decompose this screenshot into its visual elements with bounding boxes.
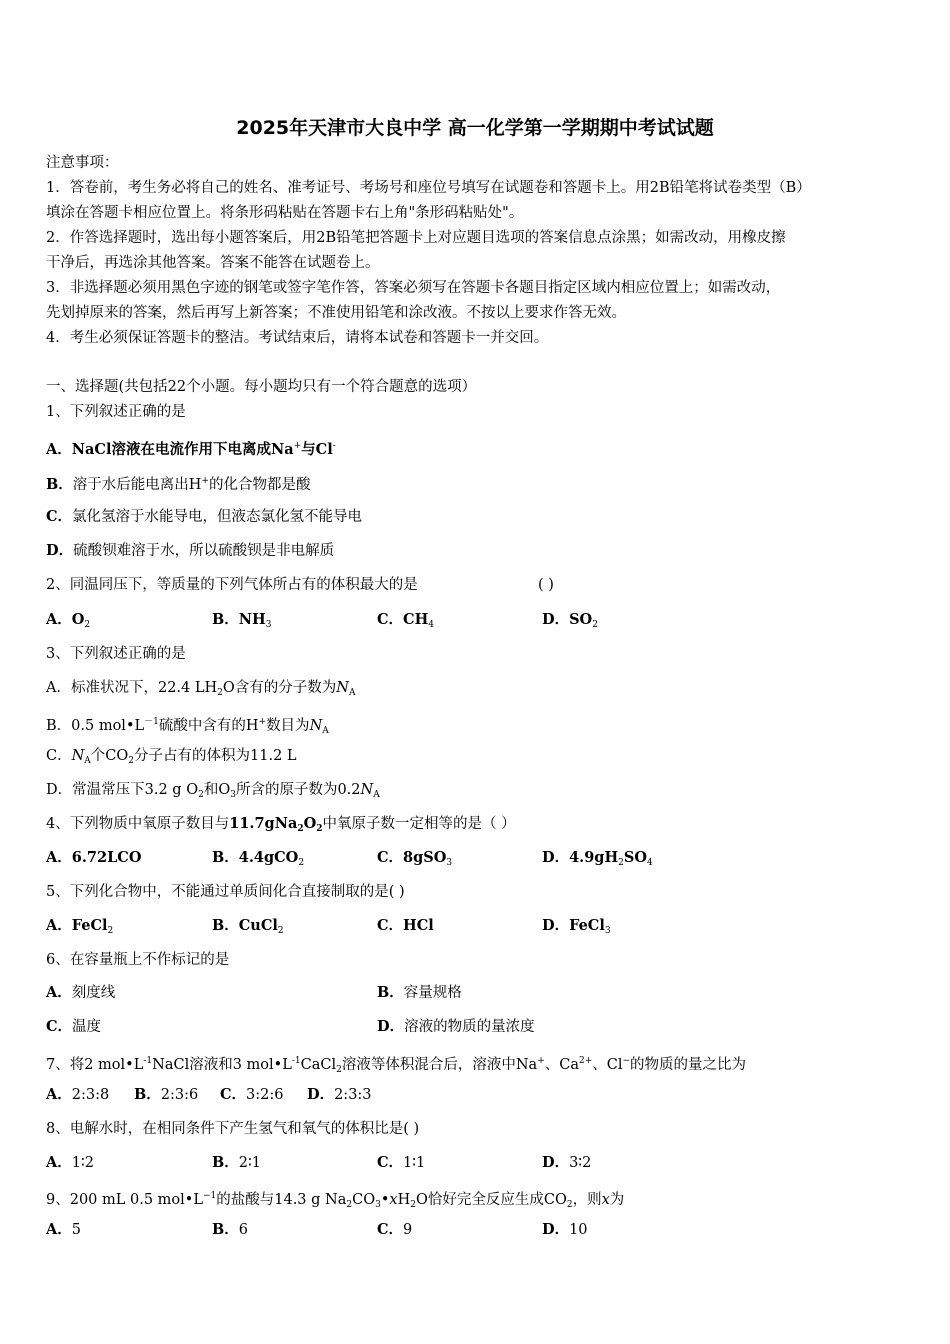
option-b: B．CuCl$_2$: [212, 917, 284, 936]
option-b: B．$NH_3$: [212, 611, 272, 630]
exam-title: 2025年天津市大良中学 高一化学第一学期期中考试试题: [236, 117, 714, 139]
notice-line: 2．作答选择题时，选出每小题答案后，用2B铅笔把答题卡上对应题目选项的答案信息点涂黑；如需改动，用橡皮擦: [46, 230, 786, 246]
option-a: A．6.72LCO: [46, 849, 142, 866]
option-c: C．HCl: [377, 917, 434, 934]
notice-line: 4．考生必须保证答题卡的整洁。考试结束后，请将本试卷和答题卡一并交回。: [46, 330, 549, 346]
option-c: C．3:2:6: [220, 1086, 284, 1103]
option-d: D．常温常压下3.2 g $O_2$和$O_3$所含的原子数为$0.2N_A$: [46, 782, 380, 800]
notice-line: 填涂在答题卡相应位置上。将条形码粘贴在答题卡右上角"条形码粘贴处"。: [46, 205, 524, 221]
option-d: D．2:3:3: [307, 1086, 372, 1103]
notice-line: 3．非选择题必须用黑色字迹的钢笔或签字笔作答，答案必须写在答题卡各题目指定区域内相应位置上；如需改动，: [46, 280, 781, 296]
option-b: B．0.5 $mol•L^{-1}$硫酸中含有的H+数目为$N_A$: [46, 717, 329, 736]
option-c: C．1∶1: [377, 1154, 426, 1171]
option-c: C．$CH_4$: [377, 611, 435, 630]
question-stem: 4、下列物质中氧原子数目与$11.7gNa_2O_2$中氧原子数一定相等的是（ ）: [46, 815, 516, 834]
option-c: C．$N_A$个$CO_2$分子占有的体积为11.2 L: [46, 748, 297, 766]
option-d: D．FeCl$_3$: [542, 917, 611, 936]
notice-line: 1．答卷前，考生务必将自己的姓名、准考证号、考场号和座位号填写在试题卷和答题卡上。用2B铅笔将试卷类型（B）: [46, 180, 811, 196]
option-d: D．3∶2: [542, 1154, 592, 1171]
option-b: B．2:3:6: [134, 1086, 199, 1103]
option-a: A．标准状况下，22.4 $LH_2O$含有的分子数为$N_A$: [46, 680, 356, 698]
option-a: A．刻度线: [46, 984, 116, 1001]
option-d: D．$4.9gH_2SO_4$: [542, 849, 653, 868]
option-c: C．温度: [46, 1018, 102, 1035]
question-stem: 3、下列叙述正确的是: [46, 646, 186, 662]
option-c: C．8gSO$_3$: [377, 849, 453, 868]
option-a: A．$O_2$: [46, 611, 91, 630]
section-heading: 一、选择题(共包括22个小题。每小题均只有一个符合题意的选项）: [46, 379, 477, 395]
option-b: B．4.4gCO$_2$: [212, 849, 305, 868]
option-a: A．FeCl$_2$: [46, 917, 114, 936]
option-d: D．硫酸钡难溶于水，所以硫酸钡是非电解质: [46, 542, 335, 559]
option-c: C．9: [377, 1221, 413, 1238]
option-d: D．10: [542, 1221, 588, 1238]
option-a: A．NaCl溶液在电流作用下电离成Na+与Cl-: [46, 441, 336, 458]
option-c: C．氯化氢溶于水能导电，但液态氯化氢不能导电: [46, 508, 363, 525]
notice-line: 干净后，再选涂其他答案。答案不能答在试题卷上。: [46, 255, 380, 271]
question-stem: 7、将2 $mol•L^{-1}NaCl$溶液和3 $mol•L^{-1}CaCl_2$溶液等体积混合后，溶液中Na+、$Ca^{2+}$、Cl−的物质的量之比为: [46, 1056, 747, 1075]
option-a: A．2:3:8: [46, 1086, 110, 1103]
question-stem: 2、同温同压下，等质量的下列气体所占有的体积最大的是: [46, 577, 418, 593]
notice-line: 先划掉原来的答案，然后再写上新答案；不准使用铅笔和涂改液。不按以上要求作答无效。: [46, 305, 626, 321]
option-a: A．5: [46, 1221, 81, 1238]
option-b: B．6: [212, 1221, 248, 1238]
option-d: D．溶液的物质的量浓度: [377, 1018, 535, 1035]
question-stem: 5、下列化合物中，不能通过单质间化合直接制取的是( ): [46, 884, 405, 900]
question-stem: 9、200 mL 0.5 $mol•L^{-1}$的盐酸与14.3 g $Na_2CO_3•xH_2O$恰好完全反应生成$CO_2$，则x为: [46, 1191, 625, 1210]
option-b: B．2∶1: [212, 1154, 261, 1171]
question-stem: 6、在容量瓶上不作标记的是: [46, 952, 230, 968]
notice-heading: 注意事项：: [46, 155, 119, 171]
option-d: D．$SO_2$: [542, 611, 598, 630]
question-stem: 8、电解水时，在相同条件下产生氢气和氧气的体积比是( ): [46, 1121, 420, 1137]
question-stem: 1、下列叙述正确的是: [46, 404, 186, 420]
option-b: B．溶于水后能电离出H+的化合物都是酸: [46, 476, 311, 493]
option-b: B．容量规格: [377, 984, 462, 1001]
option-a: A．1∶2: [46, 1154, 94, 1171]
answer-paren: ( ): [538, 577, 554, 593]
